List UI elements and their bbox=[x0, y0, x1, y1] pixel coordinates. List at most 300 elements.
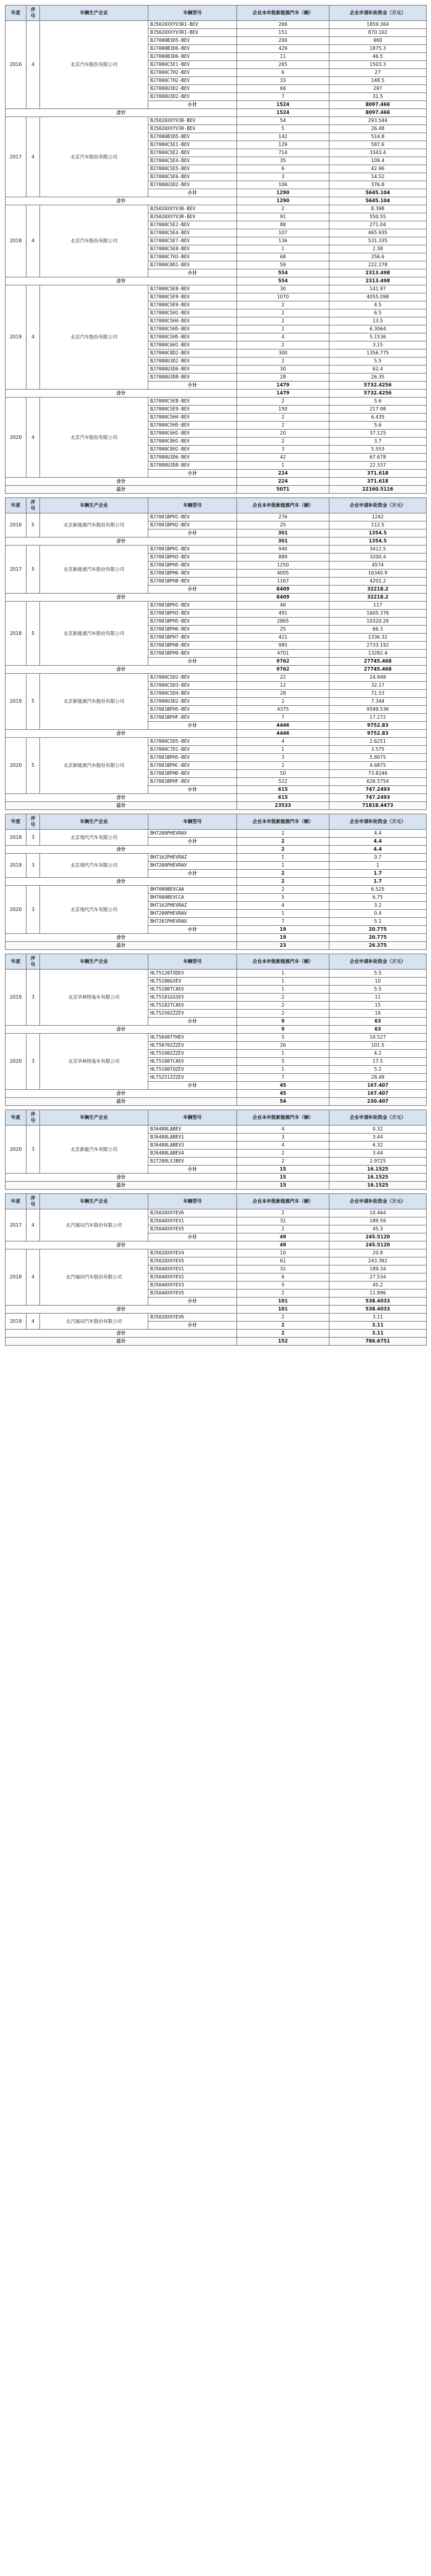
amount-cell: 17.272 bbox=[329, 714, 427, 722]
header-amount: 企业申请补助资金（万元） bbox=[329, 1194, 427, 1209]
qty-cell: 30 bbox=[237, 366, 329, 374]
amount-cell: 27 bbox=[329, 69, 427, 77]
qty-cell: 4701 bbox=[237, 650, 329, 658]
amount-cell: 6.32 bbox=[329, 1142, 427, 1150]
total-qty: 45 bbox=[237, 1090, 329, 1098]
qty-cell: 266 bbox=[237, 21, 329, 29]
qty-cell: 46 bbox=[237, 602, 329, 610]
amount-cell: 66.3 bbox=[329, 626, 427, 634]
header-qty: 企业本申报新能源汽车（辆） bbox=[237, 814, 329, 830]
amount-cell: 5.5 bbox=[329, 986, 427, 994]
year-cell: 2017 bbox=[6, 117, 26, 197]
amount-cell: 117 bbox=[329, 602, 427, 610]
model-cell: BJ5040XXYEV5 bbox=[148, 1225, 237, 1233]
model-cell: BJ7000U3D6-BEV bbox=[148, 454, 237, 462]
amount-cell: 5.553 bbox=[329, 446, 427, 454]
year-cell: 2017 bbox=[6, 1209, 26, 1241]
total-label: 合计 bbox=[6, 666, 237, 674]
amount-cell: 10 bbox=[329, 978, 427, 986]
model-cell: BH7162PHEVRAZ bbox=[148, 902, 237, 910]
qty-cell: 106 bbox=[237, 181, 329, 189]
total-row bbox=[6, 1306, 427, 1314]
model-cell: BJ7001BPH5-BEV bbox=[148, 706, 237, 714]
amount-cell: 3.575 bbox=[329, 746, 427, 754]
amount-cell: 1242 bbox=[329, 513, 427, 521]
model-cell: BJ5020XXYV3R-BEV bbox=[148, 205, 237, 213]
amount-cell: 16 bbox=[329, 1010, 427, 1018]
total-qty: 15 bbox=[237, 1174, 329, 1182]
table-row bbox=[6, 970, 427, 978]
year-cell: 2016 bbox=[6, 21, 26, 109]
total-amount: 4.4 bbox=[329, 846, 427, 854]
amount-cell: 11 bbox=[329, 994, 427, 1002]
total-amount: 5645.104 bbox=[329, 197, 427, 205]
model-cell: BJ7001BPH6-BEV bbox=[148, 626, 237, 634]
model-cell: HLT5181GSSEV bbox=[148, 994, 237, 1002]
table-row bbox=[6, 602, 427, 610]
amount-cell: 243.392 bbox=[329, 1257, 427, 1266]
header-row bbox=[6, 1194, 427, 1209]
qty-cell: 2 bbox=[237, 1002, 329, 1010]
model-cell: BJ7001BPH2-BEV bbox=[148, 521, 237, 530]
subtotal-qty: 45 bbox=[237, 1082, 329, 1090]
qty-cell: 1 bbox=[237, 970, 329, 978]
subtotal-amount: 32218.2 bbox=[329, 586, 427, 594]
amount-cell: 0.7 bbox=[329, 854, 427, 862]
qty-cell: 2 bbox=[237, 205, 329, 213]
company-cell: 北京新能源汽车股份有限公司 bbox=[40, 513, 148, 538]
model-cell: BJ7000C5E4-BEV bbox=[148, 157, 237, 165]
model-cell: BJ7001BPH1-BEV bbox=[148, 513, 237, 521]
header-row bbox=[6, 6, 427, 21]
amount-cell: 141.97 bbox=[329, 285, 427, 293]
total-amount: 371.618 bbox=[329, 478, 427, 486]
total-row bbox=[6, 878, 427, 886]
total-label: 合计 bbox=[6, 1241, 237, 1249]
amount-cell: 13.5 bbox=[329, 317, 427, 325]
model-cell: BJ7000C8H2-BEV bbox=[148, 446, 237, 454]
grand-total-qty: 5071 bbox=[237, 486, 329, 494]
header-no: 序号 bbox=[26, 6, 40, 21]
model-cell: HLT5180TCAEV bbox=[148, 986, 237, 994]
amount-cell: 5.6 bbox=[329, 422, 427, 430]
header-company: 车辆生产企业 bbox=[40, 6, 148, 21]
qty-cell: 31 bbox=[237, 1266, 329, 1274]
model-cell: BJ7000C5D3-BEV bbox=[148, 682, 237, 690]
model-cell: HLT5250ZZZEV bbox=[148, 1010, 237, 1018]
model-cell: BJ7000C7H3-BEV bbox=[148, 253, 237, 261]
grand-total-row bbox=[6, 486, 427, 494]
subsidy-table bbox=[5, 5, 427, 494]
year-cell: 2018 bbox=[6, 602, 26, 666]
subtotal-qty: 49 bbox=[237, 1233, 329, 1241]
total-label: 合计 bbox=[6, 277, 237, 285]
qty-cell: 61 bbox=[237, 1257, 329, 1266]
qty-cell: 1 bbox=[237, 986, 329, 994]
subsidy-table bbox=[5, 1193, 427, 1346]
amount-cell: 14.52 bbox=[329, 173, 427, 181]
qty-cell: 3 bbox=[237, 754, 329, 762]
year-cell: 2020 bbox=[6, 1126, 26, 1174]
subtotal-label: 小计 bbox=[148, 722, 237, 730]
model-cell: BJ7000C5D4-BEV bbox=[148, 690, 237, 698]
header-amount: 企业申请补助资金（万元） bbox=[329, 814, 427, 830]
qty-cell: 2 bbox=[237, 698, 329, 706]
qty-cell: 1 bbox=[237, 862, 329, 870]
qty-cell: 429 bbox=[237, 45, 329, 53]
amount-cell: 31.5 bbox=[329, 93, 427, 101]
subtotal-amount: 538.4033 bbox=[329, 1298, 427, 1306]
subtotal-qty: 224 bbox=[237, 470, 329, 478]
amount-cell: 73.8246 bbox=[329, 770, 427, 778]
subtotal-amount: 747.2493 bbox=[329, 786, 427, 794]
amount-cell: 0.32 bbox=[329, 1126, 427, 1134]
qty-cell: 4 bbox=[237, 902, 329, 910]
total-qty: 615 bbox=[237, 794, 329, 802]
qty-cell: 200 bbox=[237, 37, 329, 45]
subtotal-qty: 9762 bbox=[237, 658, 329, 666]
qty-cell: 2 bbox=[237, 422, 329, 430]
subtotal-amount: 63 bbox=[329, 1018, 427, 1026]
model-cell: BJ7000C5E2-BEV bbox=[148, 149, 237, 157]
qty-cell: 2 bbox=[237, 301, 329, 309]
model-cell: BJ7000C8D1-BEV bbox=[148, 261, 237, 269]
qty-cell: 3 bbox=[237, 446, 329, 454]
amount-cell: 28.48 bbox=[329, 1074, 427, 1082]
qty-cell: 889 bbox=[237, 554, 329, 562]
company-cell: 北京新能汽车有限公司 bbox=[40, 1126, 148, 1174]
seq-cell: 3 bbox=[26, 1034, 40, 1090]
qty-cell: 1250 bbox=[237, 562, 329, 570]
subtotal-qty: 554 bbox=[237, 269, 329, 277]
subtotal-qty: 1290 bbox=[237, 189, 329, 197]
amount-cell: 5.8075 bbox=[329, 754, 427, 762]
company-cell: 北京汽车股份有限公司 bbox=[40, 21, 148, 109]
header-qty: 企业本申报新能源汽车（辆） bbox=[237, 954, 329, 970]
qty-cell: 2 bbox=[237, 309, 329, 317]
amount-cell: 3.44 bbox=[329, 1134, 427, 1142]
qty-cell: 2 bbox=[237, 358, 329, 366]
total-row bbox=[6, 730, 427, 738]
qty-cell: 129 bbox=[237, 141, 329, 149]
amount-cell: 5.5 bbox=[329, 970, 427, 978]
total-qty: 1290 bbox=[237, 197, 329, 205]
grand-total-qty: 23 bbox=[237, 942, 329, 950]
qty-cell: 3 bbox=[237, 173, 329, 181]
total-label: 合计 bbox=[6, 1090, 237, 1098]
qty-cell: 522 bbox=[237, 778, 329, 786]
header-company: 车辆生产企业 bbox=[40, 814, 148, 830]
year-cell: 2020 bbox=[6, 738, 26, 794]
company-cell: 北京现代汽车有限公司 bbox=[40, 854, 148, 878]
amount-cell: 2.38 bbox=[329, 245, 427, 253]
qty-cell: 491 bbox=[237, 610, 329, 618]
qty-cell: 142 bbox=[237, 133, 329, 141]
qty-cell: 4375 bbox=[237, 706, 329, 714]
model-cell: BJ7000C8H1-BEV bbox=[148, 438, 237, 446]
total-qty: 1479 bbox=[237, 390, 329, 398]
grand-total-row bbox=[6, 1098, 427, 1106]
subtotal-qty: 8409 bbox=[237, 586, 329, 594]
model-cell: BJ5020XXYEV4 bbox=[148, 1249, 237, 1257]
total-row bbox=[6, 538, 427, 546]
year-cell: 2018 bbox=[6, 205, 26, 277]
model-cell: BJ5040XXYEV3 bbox=[148, 1282, 237, 1290]
subtotal-label: 小计 bbox=[148, 382, 237, 390]
company-cell: 北京现代汽车有限公司 bbox=[40, 886, 148, 934]
grand-total-amount: 16.1525 bbox=[329, 1182, 427, 1190]
subtotal-qty: 2 bbox=[237, 838, 329, 846]
qty-cell: 2 bbox=[237, 762, 329, 770]
subtotal-amount: 245.5120 bbox=[329, 1233, 427, 1241]
total-row bbox=[6, 794, 427, 802]
amount-cell: 6.3064 bbox=[329, 325, 427, 333]
total-label: 合计 bbox=[6, 878, 237, 886]
model-cell: BJ5020XXYEV5 bbox=[148, 1257, 237, 1266]
table-row bbox=[6, 674, 427, 682]
qty-cell: 2 bbox=[237, 886, 329, 894]
total-qty: 49 bbox=[237, 1241, 329, 1249]
model-cell: BJ7000C5H5-BEV bbox=[148, 422, 237, 430]
qty-cell: 7 bbox=[237, 1074, 329, 1082]
model-cell: BH7200PHEVRAV bbox=[148, 830, 237, 838]
amount-cell: 148.5 bbox=[329, 77, 427, 85]
subtotal-amount: 371.618 bbox=[329, 470, 427, 478]
qty-cell: 421 bbox=[237, 634, 329, 642]
header-company: 车辆生产企业 bbox=[40, 1194, 148, 1209]
qty-cell: 2 bbox=[237, 1225, 329, 1233]
amount-cell: 26.48 bbox=[329, 125, 427, 133]
total-row bbox=[6, 934, 427, 942]
model-cell: BH7000BEVCCA bbox=[148, 894, 237, 902]
model-cell: BJ6480LABEV3 bbox=[148, 1142, 237, 1150]
qty-cell: 66 bbox=[237, 85, 329, 93]
model-cell: BJ5040XXYEV5 bbox=[148, 1290, 237, 1298]
amount-cell: 3.7 bbox=[329, 438, 427, 446]
header-model: 车辆型号 bbox=[148, 1194, 237, 1209]
model-cell: BJ7000C5E1-BEV bbox=[148, 61, 237, 69]
header-model: 车辆型号 bbox=[148, 498, 237, 513]
amount-cell: 2.6251 bbox=[329, 738, 427, 746]
subsidy-table bbox=[5, 814, 427, 950]
total-label: 合计 bbox=[6, 934, 237, 942]
model-cell: BJ6480LABEV bbox=[148, 1126, 237, 1134]
amount-cell: 587.6 bbox=[329, 141, 427, 149]
header-no: 序号 bbox=[26, 1110, 40, 1126]
amount-cell: 2733.192 bbox=[329, 642, 427, 650]
qty-cell: 5 bbox=[237, 125, 329, 133]
header-no: 序号 bbox=[26, 1194, 40, 1209]
total-label: 合计 bbox=[6, 1306, 237, 1314]
model-cell: BJ7000C7D1-BEV bbox=[148, 746, 237, 754]
grand-total-label: 总计 bbox=[6, 802, 237, 810]
total-amount: 8097.466 bbox=[329, 109, 427, 117]
year-cell: 2019 bbox=[6, 854, 26, 878]
total-label: 合计 bbox=[6, 594, 237, 602]
table-row bbox=[6, 513, 427, 521]
qty-cell: 2 bbox=[237, 317, 329, 325]
total-amount: 245.5120 bbox=[329, 1241, 427, 1249]
company-cell: 北京汽车股份有限公司 bbox=[40, 205, 148, 277]
table-row bbox=[6, 830, 427, 838]
total-qty: 2 bbox=[237, 1330, 329, 1338]
header-year: 年度 bbox=[6, 498, 26, 513]
qty-cell: 1 bbox=[237, 746, 329, 754]
model-cell: BJ7000U3D6-BEV bbox=[148, 366, 237, 374]
model-cell: BJ7000C5E9-BEV bbox=[148, 301, 237, 309]
subtotal-amount: 16.1525 bbox=[329, 1166, 427, 1174]
subtotal-qty: 1479 bbox=[237, 382, 329, 390]
model-cell: HLT5180TQZEV bbox=[148, 1066, 237, 1074]
total-label: 合计 bbox=[6, 794, 237, 802]
year-cell: 2020 bbox=[6, 1034, 26, 1090]
model-cell: BJ7001BPH5-BEV bbox=[148, 618, 237, 626]
total-row bbox=[6, 1090, 427, 1098]
qty-cell: 28 bbox=[237, 374, 329, 382]
seq-cell: 3 bbox=[26, 970, 40, 1026]
qty-cell: 11 bbox=[237, 53, 329, 61]
amount-cell: 189.59 bbox=[329, 1217, 427, 1225]
total-qty: 2 bbox=[237, 878, 329, 886]
amount-cell: 5.1536 bbox=[329, 333, 427, 341]
year-cell: 2019 bbox=[6, 674, 26, 730]
amount-cell: 626.5754 bbox=[329, 778, 427, 786]
header-row bbox=[6, 954, 427, 970]
model-cell: BJ7000C5H5-BEV bbox=[148, 333, 237, 341]
total-qty: 554 bbox=[237, 277, 329, 285]
subtotal-label: 小计 bbox=[148, 1082, 237, 1090]
seq-cell: 3 bbox=[26, 886, 40, 934]
qty-cell: 1167 bbox=[237, 578, 329, 586]
model-cell: BJ7000C6H1-BEV bbox=[148, 341, 237, 350]
model-cell: BJ7000B3D6-BEV bbox=[148, 53, 237, 61]
total-label: 合计 bbox=[6, 1330, 237, 1338]
subtotal-label: 小计 bbox=[148, 926, 237, 934]
header-company: 车辆生产企业 bbox=[40, 498, 148, 513]
qty-cell: 91 bbox=[237, 213, 329, 221]
total-amount: 32218.2 bbox=[329, 594, 427, 602]
company-cell: 北京新能源汽车股份有限公司 bbox=[40, 674, 148, 730]
header-model: 车辆型号 bbox=[148, 6, 237, 21]
total-amount: 747.2493 bbox=[329, 794, 427, 802]
subtotal-label: 小计 bbox=[148, 1322, 237, 1330]
model-cell: BJ7200LXJBEV bbox=[148, 1158, 237, 1166]
header-amount: 企业申请补助资金（万元） bbox=[329, 6, 427, 21]
model-cell: BJ7000C5E6-BEV bbox=[148, 173, 237, 181]
total-qty: 4446 bbox=[237, 730, 329, 738]
model-cell: BJ7001BPHC-BEV bbox=[148, 762, 237, 770]
total-qty: 2 bbox=[237, 846, 329, 854]
qty-cell: 7 bbox=[237, 93, 329, 101]
model-cell: BJ7001BPH5-BEV bbox=[148, 754, 237, 762]
total-qty: 8409 bbox=[237, 594, 329, 602]
total-row bbox=[6, 846, 427, 854]
year-cell: 2018 bbox=[6, 1249, 26, 1306]
seq-cell: 3 bbox=[26, 854, 40, 878]
grand-total-row bbox=[6, 1338, 427, 1346]
total-label: 合计 bbox=[6, 1026, 237, 1034]
qty-cell: 4 bbox=[237, 1126, 329, 1134]
qty-cell: 1070 bbox=[237, 293, 329, 301]
seq-cell: 3 bbox=[26, 830, 40, 846]
model-cell: BH7201PHEVRAU bbox=[148, 918, 237, 926]
header-year: 年度 bbox=[6, 1194, 26, 1209]
total-amount: 538.4033 bbox=[329, 1306, 427, 1314]
qty-cell: 4 bbox=[237, 1142, 329, 1150]
qty-cell: 54 bbox=[237, 117, 329, 125]
subtotal-label: 小计 bbox=[148, 870, 237, 878]
total-amount: 3.11 bbox=[329, 1330, 427, 1338]
amount-cell: 7.344 bbox=[329, 698, 427, 706]
amount-cell: 9599.536 bbox=[329, 706, 427, 714]
subtotal-label: 小计 bbox=[148, 1233, 237, 1241]
qty-cell: 2 bbox=[237, 341, 329, 350]
total-row bbox=[6, 277, 427, 285]
qty-cell: 59 bbox=[237, 261, 329, 269]
qty-cell: 6 bbox=[237, 165, 329, 173]
header-row bbox=[6, 1110, 427, 1126]
table-row bbox=[6, 398, 427, 406]
header-model: 车辆型号 bbox=[148, 954, 237, 970]
total-qty: 101 bbox=[237, 1306, 329, 1314]
subtotal-label: 小计 bbox=[148, 1166, 237, 1174]
company-cell: 北京华林特装车有限公司 bbox=[40, 970, 148, 1026]
model-cell: BJ7000C7H2-BEV bbox=[148, 69, 237, 77]
subtotal-label: 小计 bbox=[148, 530, 237, 538]
qty-cell: 151 bbox=[237, 29, 329, 37]
amount-cell: 960 bbox=[329, 37, 427, 45]
model-cell: BJ5020XXYV3R-BEV bbox=[148, 213, 237, 221]
header-row bbox=[6, 814, 427, 830]
model-cell: BJ7001BPH8-BEV bbox=[148, 642, 237, 650]
model-cell: BJ7000C6H1-BEV bbox=[148, 430, 237, 438]
subtotal-qty: 2 bbox=[237, 1322, 329, 1330]
grand-total-row bbox=[6, 1182, 427, 1190]
amount-cell: 3.44 bbox=[329, 1150, 427, 1158]
seq-cell: 4 bbox=[26, 21, 40, 109]
qty-cell: 5 bbox=[237, 1282, 329, 1290]
total-row bbox=[6, 390, 427, 398]
model-cell: BJ5020XXYEV6 bbox=[148, 1209, 237, 1217]
qty-cell: 276 bbox=[237, 513, 329, 521]
grand-total-label: 总计 bbox=[6, 1182, 237, 1190]
amount-cell: 45.3 bbox=[329, 1225, 427, 1233]
model-cell: BJ7000C5D2-BEV bbox=[148, 674, 237, 682]
qty-cell: 28 bbox=[237, 690, 329, 698]
model-cell: BJ6480LABEV4 bbox=[148, 1150, 237, 1158]
model-cell: HLT5182TCAEV bbox=[148, 1002, 237, 1010]
amount-cell: 6.75 bbox=[329, 894, 427, 902]
qty-cell: 50 bbox=[237, 770, 329, 778]
amount-cell: 46.5 bbox=[329, 53, 427, 61]
amount-cell: 5.1 bbox=[329, 918, 427, 926]
amount-cell: 6.5 bbox=[329, 309, 427, 317]
amount-cell: 3.11 bbox=[329, 1314, 427, 1322]
total-row bbox=[6, 594, 427, 602]
seq-cell: 4 bbox=[26, 398, 40, 478]
amount-cell: 376.8 bbox=[329, 181, 427, 189]
amount-cell: 10.464 bbox=[329, 1209, 427, 1217]
model-cell: BH7000BEVCAA bbox=[148, 886, 237, 894]
model-cell: BJ5020XXYV3R-BEV bbox=[148, 125, 237, 133]
total-row bbox=[6, 197, 427, 205]
grand-total-amount: 22160.5116 bbox=[329, 486, 427, 494]
amount-cell: 870.102 bbox=[329, 29, 427, 37]
model-cell: BJ7000C5H4-BEV bbox=[148, 317, 237, 325]
total-qty: 301 bbox=[237, 538, 329, 546]
qty-cell: 7 bbox=[237, 714, 329, 722]
amount-cell: 1875.3 bbox=[329, 45, 427, 53]
